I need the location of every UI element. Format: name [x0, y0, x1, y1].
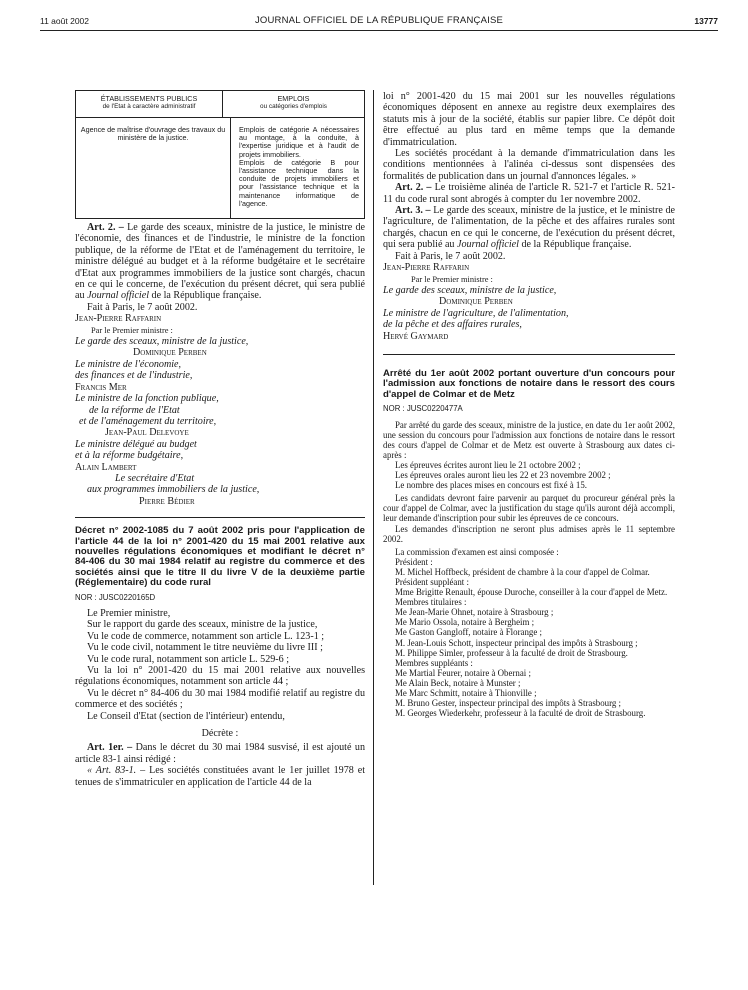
- table-cell-cat-a: Emplois de catégorie A nécessaires au montage, à la conduite, à l'expertise juridique et à l'audit de projets immobiliers.: [239, 125, 359, 159]
- signatory-name: Hervé Gaymard: [383, 330, 449, 342]
- arrete-nor: NOR : JUSC0220477A: [383, 404, 463, 414]
- article-2: Art. 2. – Le troisième alinéa de l'article R. 521-7 et l'article R. 521-11 du code rural sont abrogés à compter du 1er novembre 2002.: [383, 182, 675, 205]
- paragraph: M. Jean-Louis Schott, inspecteur principal des impôts à Strasbourg ;: [395, 637, 638, 648]
- decree-preamble-line: Sur le rapport du garde des sceaux, ministre de la justice,: [87, 619, 318, 631]
- signatory-title: Le secrétaire d'Etat: [115, 472, 195, 484]
- decree-preamble-line: Le Conseil d'Etat (section de l'intérieur) entendu,: [87, 710, 285, 722]
- decree-preamble-line: Le Premier ministre,: [87, 608, 171, 619]
- article-3: Art. 3. – Le garde des sceaux, ministre de la justice, et le ministre de l'agriculture, de l'alimentation, de la pêche et des affaires rurales sont chargés, chacun en ce qui le concerne, de l'exécution du présent décret, qui sera publié au Journal officiel de la République française.: [383, 205, 675, 251]
- signatory-title: des finances et de l'industrie,: [75, 370, 193, 382]
- paragraph: Président suppléant :: [395, 576, 469, 587]
- paragraph: M. Michel Hoffbeck, président de chambre à la cour d'appel de Colmar.: [395, 566, 650, 577]
- left-column: [75, 90, 365, 788]
- paragraph: Président :: [395, 556, 433, 567]
- section-rule: [75, 517, 365, 518]
- signatory-name: Jean-Paul Delevoye: [105, 427, 189, 439]
- signatory-name: Pierre Bédier: [139, 495, 195, 507]
- signatory-title: de la réforme de l'Etat: [89, 404, 180, 416]
- paragraph: Les candidats devront faire parvenir au parquet du procureur général près la cour d'appel de Colmar, avec la justification du stage qu'ils auront déjà accompli, leur demande d'inscription pour subir les épreuves de ce concours.: [383, 493, 675, 524]
- decree-verb: Décrète :: [201, 728, 239, 740]
- header-date: 11 août 2002: [40, 16, 89, 26]
- table-header-label: EMPLOIS: [277, 94, 310, 103]
- signatory-name: Dominique Perben: [133, 347, 207, 359]
- arrete-body: [383, 420, 675, 719]
- decree-nor: NOR : JUSC0220165D: [75, 592, 156, 602]
- signatory-title: Le ministre délégué au budget: [75, 438, 197, 450]
- paragraph: Me Martial Feurer, notaire à Obernai ;: [395, 667, 531, 678]
- signatory-title: Le ministre de la fonction publique,: [75, 393, 219, 405]
- paragraph: M. Bruno Gester, inspecteur principal des impôts à Strasbourg ;: [395, 698, 621, 709]
- paragraph: Le nombre des places mises en concours est fixé à 15.: [395, 480, 587, 491]
- decree-preamble-line: Vu le décret n° 84-406 du 30 mai 1984 modifié relatif au registre du commerce et des sociétés ;: [75, 687, 365, 711]
- article-2: Art. 2. – Le garde des sceaux, ministre de la justice, le ministre de l'économie, des finances et de l'industrie, le ministre de la fonction publique, de la réforme de l'Etat et de l'aménagement du territoire, le ministre délégué au budget et à la réforme budgétaire et le secrétaire d'Etat aux programmes immobiliers de la justice sont chargés, chacun en ce qui le concerne, de l'exécution du présent décret, qui sera publié au Journal officiel de la République française.: [75, 222, 365, 302]
- table-header-jobs: [223, 91, 364, 117]
- page-number: 13777: [694, 16, 718, 26]
- page-header: [40, 12, 718, 31]
- signatory-title: et de l'aménagement du territoire,: [79, 415, 217, 427]
- signatory-name: Francis Mer: [75, 381, 127, 393]
- paragraph: M. Philippe Simler, professeur à la faculté de droit de Strasbourg.: [395, 647, 628, 658]
- table-cell-jobs: [231, 118, 364, 218]
- signatory-title: Le garde des sceaux, ministre de la justice,: [383, 284, 557, 296]
- paragraph: Membres titulaires :: [395, 597, 467, 608]
- right-column: [383, 91, 675, 718]
- column-divider: [373, 90, 374, 885]
- paragraph: Mme Brigitte Renault, épouse Duroche, conseiller à la cour d'appel de Metz.: [395, 587, 668, 598]
- signatory-intro: Par le Premier ministre :: [91, 325, 173, 335]
- decree-preamble-line: Vu le code de commerce, notamment son article L. 123-1 ;: [87, 630, 325, 642]
- table-header-sublabel: de l'Etat à caractère administratif: [102, 103, 196, 111]
- paragraph: Me Mario Ossola, notaire à Bergheim ;: [395, 617, 535, 628]
- paragraph: Les demandes d'inscription ne seront plus admises après le 11 septembre 2002.: [383, 523, 675, 544]
- paragraph: Les épreuves écrites auront lieu le 21 octobre 2002 ;: [395, 459, 581, 470]
- decree-title: Décret n° 2002-1085 du 7 août 2002 pris pour l'application de l'article 44 de la loi n° 2001-420 du 15 mai 2001 relative aux nouvelles régulations économiques et modifiant le décret n° 84-406 du 30 mai 1984 relatif au registre du commerce et des sociétés ainsi que le titre II du livre V de la deuxième partie (Réglementaire) du code rural: [75, 525, 365, 589]
- decree-preamble-line: Vu la loi n° 2001-420 du 15 mai 2001 relative aux nouvelles régulations économiques, notamment son article 44 ;: [75, 665, 365, 688]
- section-rule: [383, 354, 675, 355]
- paragraph: La commission d'examen est ainsi composée :: [395, 546, 559, 557]
- signatory-title: Le ministre de l'économie,: [75, 358, 182, 370]
- paragraph: Me Jean-Marie Ohnet, notaire à Strasbourg ;: [395, 607, 554, 618]
- signatory-name: Jean-Pierre Raffarin: [383, 262, 470, 274]
- decree-preamble-line: Vu le code civil, notamment le titre neuvième du livre III ;: [87, 642, 323, 654]
- paragraph: M. Georges Wiederkehr, professeur à la faculté de droit de Strasbourg.: [395, 708, 646, 719]
- signatory-title: aux programmes immobiliers de la justice,: [87, 484, 260, 496]
- signatory-name: Dominique Perben: [439, 296, 513, 308]
- signatory-title: de la pêche et des affaires rurales,: [383, 319, 522, 331]
- article-continuation: Les sociétés procédant à la demande d'immatriculation dans les conditions mentionnées à l'alinéa ci-dessus sont dispensées des formalités de publication dans un journal d'annonces légales. »: [383, 148, 675, 182]
- paragraph: Les épreuves orales auront lieu les 22 et 23 novembre 2002 ;: [395, 470, 611, 481]
- journal-title: JOURNAL OFFICIEL DE LA RÉPUBLIQUE FRANÇAISE: [254, 15, 504, 26]
- decree-preamble-line: Vu le code rural, notamment son article L. 529-6 ;: [87, 653, 290, 665]
- signatory-title: et à la réforme budgétaire,: [75, 450, 184, 462]
- paragraph: Me Alain Beck, notaire à Munster ;: [395, 677, 521, 688]
- table-cell-agency: Agence de maîtrise d'ouvrage des travaux du ministère de la justice.: [76, 118, 231, 218]
- article-continuation: loi n° 2001-420 du 15 mai 2001 sur les nouvelles régulations économiques déposent en annexe au registre deux exemplaires des statuts mis à jour de la société, établis sur papier libre. Ce dépôt doit être effectué au plus tard en même temps que la demande d'immatriculation.: [383, 91, 675, 148]
- paragraph: Me Gaston Gangloff, notaire à Florange ;: [395, 627, 542, 638]
- table-cell-cat-b: Emplois de catégorie B pour l'assistance technique dans la conduite de projets immobiliers et pour l'assistance technique et la maintenance informatique de l'agence.: [239, 157, 359, 208]
- signatory-title: Le ministre de l'agriculture, de l'alimentation,: [383, 307, 569, 319]
- signatory-intro: Par le Premier ministre :: [411, 274, 493, 284]
- article-83-1: « Art. 83-1. – Les sociétés constituées avant le 1er juillet 1978 et tenues de s'immatriculer en application de l'article 44 de la: [75, 765, 366, 788]
- paragraph: Me Marc Schmitt, notaire à Thionville ;: [395, 688, 537, 698]
- table-header-establishments: [76, 91, 223, 117]
- paragraph: Membres suppléants :: [395, 657, 473, 668]
- arrete-title: Arrêté du 1er août 2002 portant ouverture d'un concours pour l'admission aux fonctions de notaire dans le ressort des cours d'appel de Colmar et de Metz: [383, 367, 675, 400]
- signing-place-date: Fait à Paris, le 7 août 2002.: [87, 301, 198, 313]
- table-header-label: ÉTABLISSEMENTS PUBLICS: [100, 94, 198, 103]
- article-1: Art. 1er. – Dans le décret du 30 mai 1984 susvisé, il est ajouté un article 83-1 ainsi rédigé :: [75, 742, 365, 765]
- signatory-name: Alain Lambert: [75, 461, 137, 473]
- employment-table: [75, 90, 365, 219]
- table-header-sublabel: ou catégories d'emplois: [260, 103, 327, 111]
- paragraph: Par arrêté du garde des sceaux, ministre de la justice, en date du 1er août 2002, une session du concours pour l'admission aux fonctions de notaire dans le ressort des cours d'appel de Colmar et de Metz est ouverte à Strasbourg aux dates ci-après :: [383, 419, 675, 460]
- signing-place-date: Fait à Paris, le 7 août 2002.: [395, 250, 506, 262]
- signatory-title: Le garde des sceaux, ministre de la justice,: [75, 336, 249, 348]
- signatory-name: Jean-Pierre Raffarin: [75, 313, 162, 325]
